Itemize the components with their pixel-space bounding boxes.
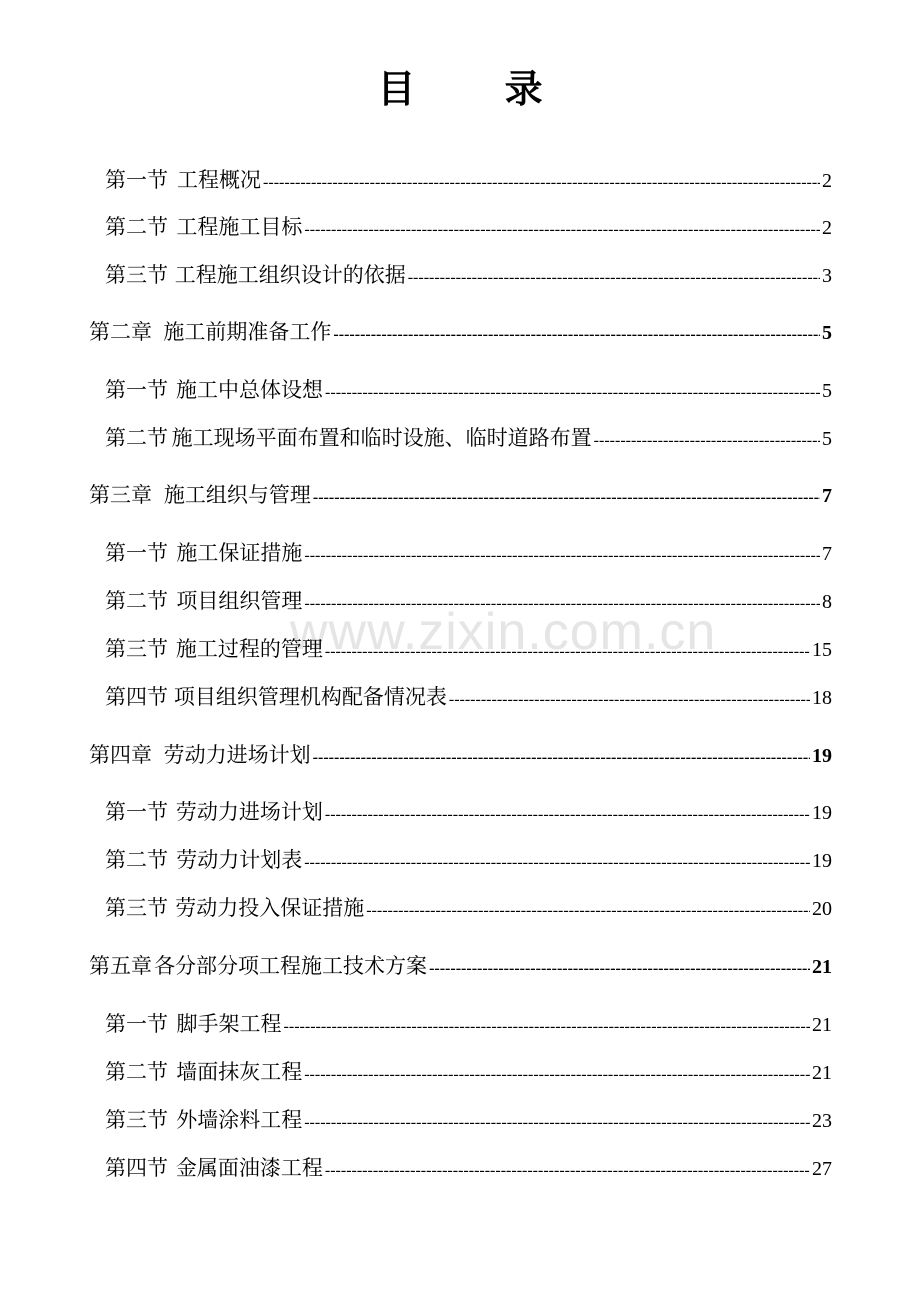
dot-leader [429, 954, 810, 984]
toc-entry-number: 第四节 [105, 1156, 168, 1180]
dot-leader [263, 168, 820, 198]
dot-leader [325, 1156, 810, 1186]
toc-section-entry[interactable] [105, 538, 832, 568]
toc-title: 目 录 [377, 66, 581, 111]
toc-entry-number: 第一节 [105, 800, 168, 824]
toc-section-entry[interactable] [105, 1105, 832, 1135]
toc-page-number: 21 [812, 1014, 832, 1036]
toc-page-number: 2 [822, 170, 832, 192]
toc-entry-title: 劳动力计划表 [176, 848, 303, 872]
toc-page-number: 21 [812, 1062, 832, 1084]
toc-section-entry[interactable] [105, 212, 832, 242]
toc-entry-title: 墙面抹灰工程 [176, 1060, 303, 1084]
toc-entry-title: 工程概况 [177, 168, 262, 192]
toc-page-number: 3 [822, 265, 832, 287]
toc-chapter-entry[interactable] [89, 951, 832, 981]
dot-leader [304, 848, 810, 878]
toc-entry-number: 第二节 [105, 215, 168, 239]
toc-page-number: 15 [812, 639, 832, 661]
toc-entry-title: 金属面油漆工程 [175, 1156, 323, 1180]
toc-entry-number: 第一节 [105, 541, 168, 565]
toc-section-entry[interactable] [105, 586, 832, 616]
dot-leader [594, 426, 820, 456]
toc-section-entry[interactable] [105, 1009, 832, 1039]
toc-entry-title: 劳动力进场计划 [175, 800, 323, 824]
toc-page-number: 27 [812, 1158, 832, 1180]
toc-entry-number: 第二节 [105, 589, 168, 613]
toc-entry-number: 第一节 [105, 378, 168, 402]
toc-entry-title: 项目组织管理机构配备情况表 [173, 685, 447, 709]
toc-chapter-entry[interactable] [89, 317, 832, 347]
toc-entry-number: 第三章 [89, 483, 152, 507]
dot-leader [325, 637, 810, 667]
toc-page-number: 7 [822, 543, 832, 565]
toc-entry-title: 劳动力投入保证措施 [175, 896, 365, 920]
toc-entry-number: 第一节 [105, 1012, 168, 1036]
toc-page-number: 5 [822, 428, 832, 450]
toc-page-number: 19 [812, 802, 832, 824]
toc-entry-number: 第二节 [105, 848, 168, 872]
toc-section-entry[interactable] [105, 634, 832, 664]
toc-entry-number: 第四节 [105, 685, 168, 709]
dot-leader [449, 685, 810, 715]
toc-entry-title: 工程施工目标 [176, 215, 303, 239]
dot-leader [304, 215, 820, 245]
toc-section-entry[interactable] [105, 1057, 832, 1087]
dot-leader [313, 743, 810, 773]
toc-section-entry[interactable] [105, 893, 832, 923]
dot-leader [325, 800, 810, 830]
toc-section-entry[interactable] [105, 165, 832, 195]
toc-page-number: 20 [812, 898, 832, 920]
toc-entry-title: 施工组织与管理 [163, 483, 311, 507]
toc-entry-title: 工程施工组织设计的依据 [174, 263, 406, 287]
toc-entry-title: 脚手架工程 [176, 1012, 282, 1036]
toc-section-entry[interactable] [105, 375, 832, 405]
toc-entry-number: 第一节 [105, 168, 168, 192]
toc-section-entry[interactable] [105, 1153, 832, 1183]
toc-entry-number: 第二节 [105, 426, 168, 450]
dot-leader [333, 320, 820, 350]
toc-page-number: 19 [812, 850, 832, 872]
toc-chapter-entry[interactable] [89, 740, 832, 770]
toc-entry-title: 施工前期准备工作 [163, 320, 332, 344]
dot-leader [284, 1012, 810, 1042]
dot-leader [313, 483, 820, 513]
toc-entry-title: 施工现场平面布置和临时设施、临时道路布置 [171, 426, 592, 450]
toc-page-number: 19 [812, 745, 832, 767]
toc-entry-title: 劳动力进场计划 [163, 743, 311, 767]
toc-entry-title: 各分部分项工程施工技术方案 [154, 954, 428, 978]
toc-page-number: 8 [822, 591, 832, 613]
toc-page-number: 23 [812, 1110, 832, 1132]
toc-entry-title: 施工保证措施 [176, 541, 303, 565]
toc-page-number: 5 [822, 322, 832, 344]
toc-entry-title: 项目组织管理 [176, 589, 303, 613]
dot-leader [366, 896, 810, 926]
toc-page-number: 7 [822, 485, 832, 507]
toc-section-entry[interactable] [105, 845, 832, 875]
toc-entry-number: 第三节 [105, 637, 168, 661]
dot-leader [325, 378, 820, 408]
toc-section-entry[interactable] [105, 682, 832, 712]
dot-leader [304, 1108, 810, 1138]
toc-section-entry[interactable] [105, 260, 832, 290]
watermark: www.zixin.com.cn [290, 603, 717, 661]
dot-leader [304, 589, 820, 619]
toc-page-number: 5 [822, 380, 832, 402]
toc-entry-number: 第二章 [89, 320, 152, 344]
toc-entry-title: 施工中总体设想 [176, 378, 324, 402]
toc-page-number: 18 [812, 687, 832, 709]
toc-section-entry[interactable] [105, 423, 832, 453]
toc-entry-title: 外墙涂料工程 [176, 1108, 303, 1132]
dot-leader [304, 1060, 810, 1090]
toc-entry-number: 第三节 [105, 896, 168, 920]
dot-leader [304, 541, 820, 571]
toc-entry-title: 施工过程的管理 [175, 637, 323, 661]
toc-entry-number: 第四章 [89, 743, 152, 767]
toc-entry-number: 第二节 [105, 1060, 168, 1084]
toc-page-number: 2 [822, 217, 832, 239]
toc-entry-number: 第三节 [105, 263, 168, 287]
toc-section-entry[interactable] [105, 797, 832, 827]
toc-page-number: 21 [812, 956, 832, 978]
toc-chapter-entry[interactable] [89, 480, 832, 510]
toc-entry-number: 第五章 [89, 954, 152, 978]
dot-leader [408, 263, 820, 293]
toc-entry-number: 第三节 [105, 1108, 168, 1132]
